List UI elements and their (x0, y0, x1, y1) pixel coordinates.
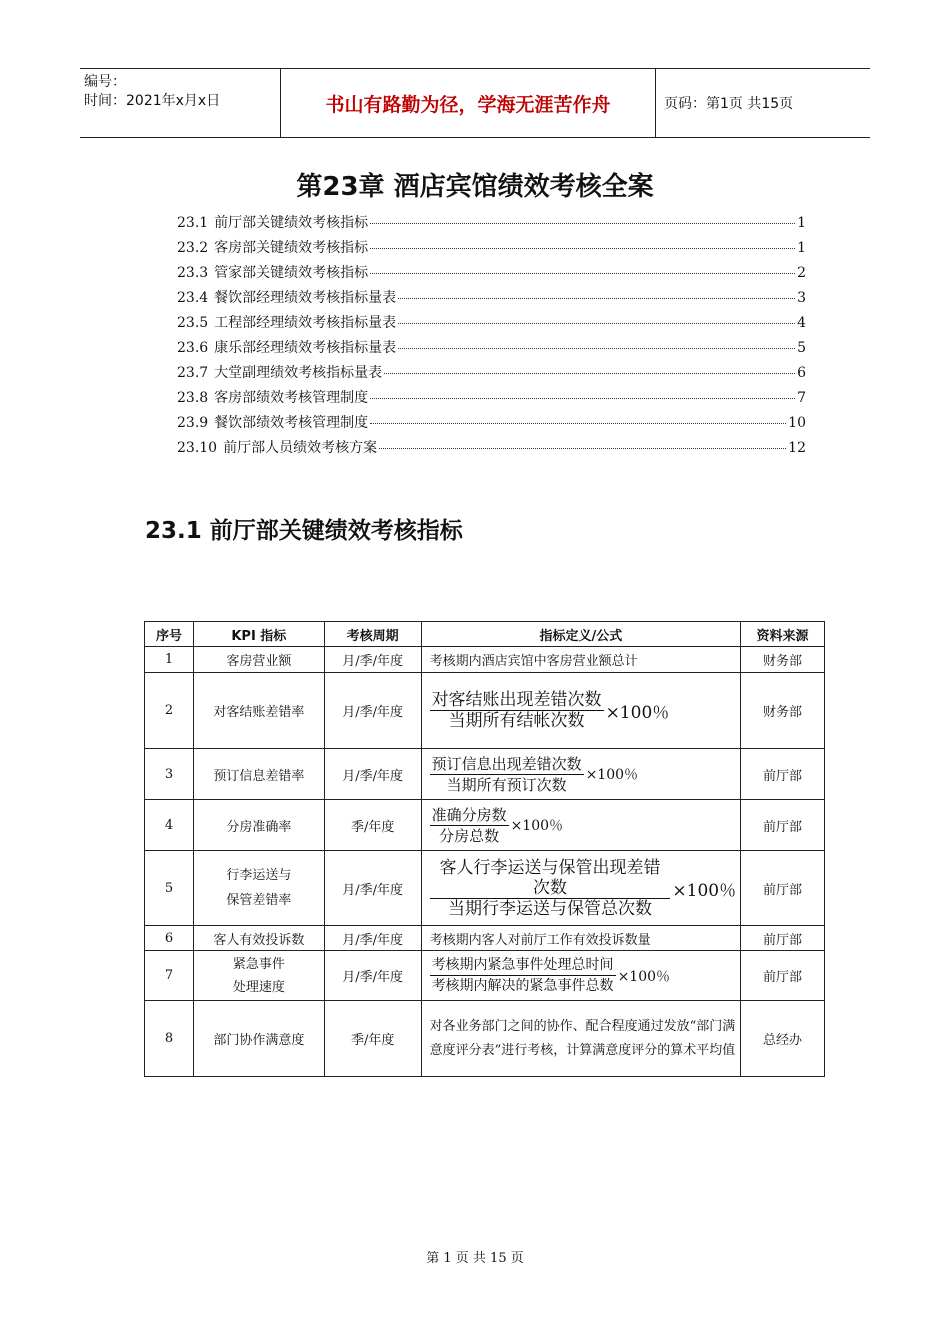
formula-multiplier: ×100％ (510, 818, 564, 834)
table-row (145, 800, 825, 851)
cell-no: 6 (145, 926, 194, 951)
cell-period: 月/季/年度 (324, 951, 421, 1001)
toc-page: 6 (797, 365, 806, 381)
cell-kpi: 客人有效投诉数 (193, 926, 324, 951)
cell-kpi: 分房准确率 (193, 800, 324, 851)
formula-multiplier: ×100％ (585, 767, 639, 783)
toc-page: 7 (797, 390, 806, 406)
cell-period: 月/季/年度 (324, 749, 421, 800)
formula-denominator: 当期行李运送与保管总次数 (447, 898, 652, 919)
toc-entry[interactable] (177, 237, 806, 262)
toc-number: 23.9 (177, 415, 209, 431)
toc-page: 5 (797, 340, 806, 356)
formula-numerator: 客人行李运送与保管出现差错次数 (430, 858, 671, 899)
cell-source: 前厅部 (741, 851, 825, 926)
toc-number: 23.4 (177, 290, 209, 306)
formula-numerator: 预订信息出现差错次数 (431, 754, 582, 773)
cell-no: 2 (145, 673, 194, 749)
formula-denominator: 考核期内解决的紧急事件总数 (431, 978, 614, 994)
toc-leader (398, 348, 795, 349)
toc-number: 23.5 (177, 315, 209, 331)
formula-multiplier: ×100％ (605, 703, 670, 723)
cell-period: 月/季/年度 (324, 673, 421, 749)
toc-title: 前厅部人员绩效考核方案 (223, 440, 378, 456)
table-row (145, 926, 825, 951)
header-number: 编号： (84, 74, 126, 90)
cell-definition (421, 749, 741, 800)
toc-title: 前厅部关键绩效考核指标 (214, 215, 369, 231)
formula-numerator: 准确分房数 (431, 805, 507, 824)
page-header (80, 68, 870, 138)
toc-entry[interactable] (177, 437, 806, 462)
header-meta (84, 73, 280, 111)
cell-source: 总经办 (741, 1001, 825, 1077)
cell-kpi-line2: 保管差错率 (226, 893, 292, 908)
cell-no: 3 (145, 749, 194, 800)
kpi-table (144, 621, 825, 1077)
cell-no: 1 (145, 647, 194, 673)
formula (430, 805, 563, 846)
header-cell-definition: 指标定义/公式 (421, 622, 741, 647)
cell-kpi-line1: 行李运送与 (226, 868, 292, 883)
toc-page: 4 (797, 315, 806, 331)
cell-kpi: 对客结账差错率 (193, 673, 324, 749)
cell-definition (421, 800, 741, 851)
table-header-row (145, 622, 825, 647)
cell-source: 前厅部 (741, 749, 825, 800)
toc-title: 餐饮部经理绩效考核指标量表 (214, 290, 397, 306)
cell-source: 前厅部 (741, 800, 825, 851)
formula (430, 858, 737, 919)
table-row (145, 673, 825, 749)
header-cell-no: 序号 (145, 622, 194, 647)
toc-entry[interactable] (177, 312, 806, 337)
cell-no: 4 (145, 800, 194, 851)
toc-number: 23.3 (177, 265, 209, 281)
cell-period: 月/季/年度 (324, 926, 421, 951)
toc-entry[interactable] (177, 362, 806, 387)
toc-page: 3 (797, 290, 806, 306)
cell-definition (421, 951, 741, 1001)
toc-leader (384, 373, 795, 374)
toc-title: 餐饮部绩效考核管理制度 (214, 415, 369, 431)
toc-number: 23.8 (177, 390, 209, 406)
table-of-contents (177, 212, 806, 462)
toc-entry[interactable] (177, 212, 806, 237)
cell-source: 财务部 (741, 673, 825, 749)
cell-source: 前厅部 (741, 926, 825, 951)
formula-multiplier: ×100％ (672, 880, 737, 901)
cell-kpi: 预订信息差错率 (193, 749, 324, 800)
header-page-info: 页码：第1页 共15页 (664, 96, 794, 112)
cell-definition: 考核期内客人对前厅工作有效投诉数量 (421, 926, 741, 951)
table-row (145, 749, 825, 800)
toc-title: 管家部关键绩效考核指标 (214, 265, 369, 281)
toc-page: 12 (788, 440, 806, 456)
table-row (145, 647, 825, 673)
page-footer: 第 1 页 共 15 页 (426, 1251, 524, 1266)
toc-number: 23.10 (177, 440, 218, 456)
cell-kpi: 部门协作满意度 (193, 1001, 324, 1077)
toc-entry[interactable] (177, 387, 806, 412)
cell-source: 财务部 (741, 647, 825, 673)
toc-page: 2 (797, 265, 806, 281)
toc-number: 23.7 (177, 365, 209, 381)
toc-entry[interactable] (177, 287, 806, 312)
toc-leader (370, 273, 795, 274)
cell-kpi (193, 951, 324, 1001)
toc-title: 客房部绩效考核管理制度 (214, 390, 369, 406)
cell-kpi-line1: 紧急事件 (232, 956, 285, 972)
formula-denominator: 当期所有结帐次数 (448, 711, 585, 731)
toc-page: 1 (797, 240, 806, 256)
cell-period: 季/年度 (324, 800, 421, 851)
cell-no: 5 (145, 851, 194, 926)
cell-kpi (193, 851, 324, 926)
cell-period: 季/年度 (324, 1001, 421, 1077)
toc-leader (370, 223, 795, 224)
formula-denominator: 分房总数 (439, 826, 500, 845)
chapter-title: 第23章 酒店宾馆绩效考核全案 (296, 172, 654, 202)
toc-leader (379, 448, 786, 449)
header-cell-kpi: KPI 指标 (193, 622, 324, 647)
toc-entry[interactable] (177, 337, 806, 362)
table-row (145, 851, 825, 926)
formula (430, 754, 638, 795)
cell-definition: 考核期内酒店宾馆中客房营业额总计 (421, 647, 741, 673)
header-cell-source: 资料来源 (741, 622, 825, 647)
toc-number: 23.1 (177, 215, 209, 231)
toc-leader (398, 298, 795, 299)
toc-leader (370, 248, 795, 249)
table-row (145, 951, 825, 1001)
header-motto: 书山有路勤为径，学海无涯苦作舟 (280, 69, 656, 137)
formula-numerator: 对客结账出现差错次数 (431, 690, 602, 710)
formula (430, 955, 670, 996)
cell-no: 8 (145, 1001, 194, 1077)
cell-source: 前厅部 (741, 951, 825, 1001)
formula-denominator: 当期所有预订次数 (446, 775, 567, 794)
header-cell-period: 考核周期 (324, 622, 421, 647)
cell-definition (421, 673, 741, 749)
toc-page: 10 (788, 415, 806, 431)
cell-period: 月/季/年度 (324, 851, 421, 926)
header-date: 时间：2021年x月x日 (84, 93, 221, 109)
cell-no: 7 (145, 951, 194, 1001)
cell-kpi: 客房营业额 (193, 647, 324, 673)
toc-leader (370, 398, 795, 399)
toc-entry[interactable] (177, 412, 806, 437)
section-title: 23.1 前厅部关键绩效考核指标 (145, 518, 463, 544)
toc-number: 23.2 (177, 240, 209, 256)
toc-title: 大堂副理绩效考核指标量表 (214, 365, 383, 381)
formula-numerator: 考核期内紧急事件处理总时间 (430, 955, 616, 976)
toc-title: 康乐部经理绩效考核指标量表 (214, 340, 397, 356)
toc-title: 客房部关键绩效考核指标 (214, 240, 369, 256)
table-row (145, 1001, 825, 1077)
formula (430, 690, 670, 731)
cell-definition (421, 851, 741, 926)
cell-definition: 对各业务部门之间的协作、配合程度通过发放“部门满意度评分表”进行考核，计算满意度评分的算术平均值 (421, 1001, 741, 1077)
toc-entry[interactable] (177, 262, 806, 287)
toc-page: 1 (797, 215, 806, 231)
cell-period: 月/季/年度 (324, 647, 421, 673)
formula-multiplier: ×100％ (617, 968, 671, 985)
toc-number: 23.6 (177, 340, 209, 356)
toc-leader (398, 323, 795, 324)
cell-kpi-line2: 处理速度 (232, 979, 285, 995)
toc-leader (370, 423, 786, 424)
toc-title: 工程部经理绩效考核指标量表 (214, 315, 397, 331)
